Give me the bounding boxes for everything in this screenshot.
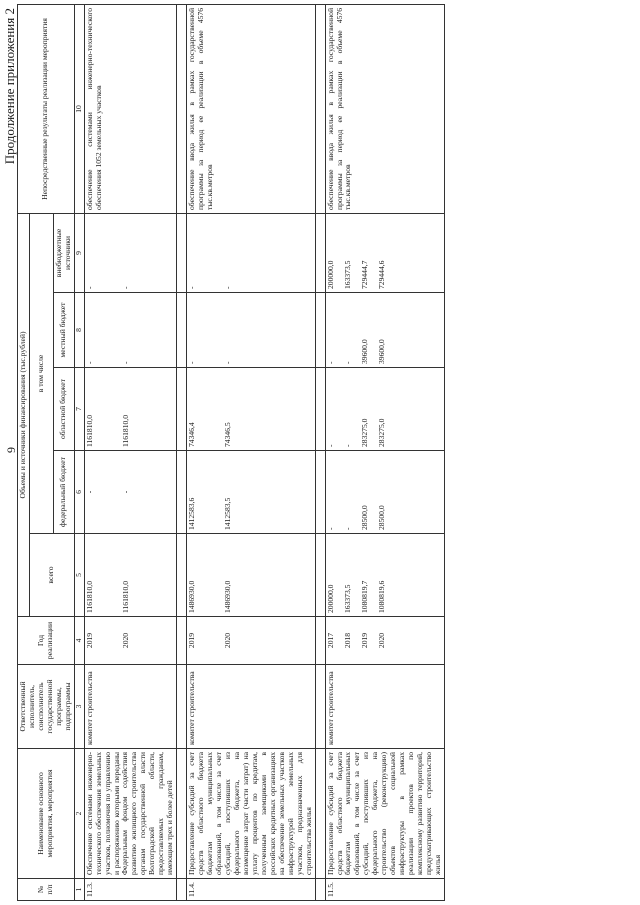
federal-value: - (325, 527, 335, 530)
header-year: Год реализации (18, 617, 75, 665)
year-value: 2020 (223, 632, 233, 649)
extra-value: - (84, 286, 94, 289)
year-value: 2017 (325, 632, 335, 649)
regional-value: - (325, 444, 335, 447)
extra-value: 200000,0 (325, 260, 335, 289)
row-num: 11.5. (325, 879, 444, 901)
local-value: - (342, 361, 352, 364)
row-spacer (315, 4, 325, 900)
regional-value: 1161810,0 (84, 415, 94, 447)
row-result: обеспечение ввода жилья в рамках государственной программы за период ее реализации в объеме 4576 тыс.кв.метров (187, 4, 315, 213)
local-value: - (187, 361, 197, 364)
row-responsible: комитет строительства (187, 665, 315, 749)
row-years (187, 617, 315, 665)
col-number: 8 (74, 293, 84, 368)
page-number: 9 (4, 447, 18, 453)
row-local (325, 293, 444, 368)
regional-value: 74346,4 (187, 422, 197, 447)
row-regional (187, 368, 315, 451)
total-value: 163373,5 (342, 584, 352, 613)
col-number: 7 (74, 368, 84, 451)
total-value: 1080819,6 (376, 580, 386, 613)
header-responsible: Ответственный исполнитель, соисполнитель государственной программы, подпрограммы (18, 665, 75, 749)
col-number: 10 (74, 4, 84, 213)
row-responsible: комитет строительства (325, 665, 444, 749)
row-result: обеспечение системами инженерно-технического обеспечения 1052 земельных участков (84, 4, 177, 213)
total-value: 1486930,0 (223, 580, 233, 613)
federal-value: 1412583,6 (187, 497, 197, 530)
row-name: Предоставление субсидий за счет средств областного бюджета бюджетам муниципальных образований, в том числе за счет субсидий, поступивших из федерального бюджета, на строительство (реконструкцию) объектов социальной инфраструктуры в рамках реализации проектов по комплексному развитию территорий, предусматривающих строительство жилья (325, 749, 444, 879)
regional-value: 74346,5 (223, 422, 233, 447)
local-value: - (325, 361, 335, 364)
row-federal (187, 451, 315, 534)
continuation-heading: Продолжение приложения 2 (2, 8, 17, 165)
row-local (84, 293, 177, 368)
col-number: 3 (74, 665, 84, 749)
col-number: 1 (74, 879, 84, 901)
row-totals (325, 534, 444, 617)
total-value: 200000,0 (325, 584, 335, 613)
federal-value: 1412583,5 (223, 497, 233, 530)
row-totals (84, 534, 177, 617)
row-extra (84, 213, 177, 292)
header-funding: Объемы и источники финансирования (тыс.рублей) (18, 213, 30, 616)
extra-value: 163373,5 (342, 260, 352, 289)
local-value: - (84, 361, 94, 364)
row-result: обеспечение ввода жилья в рамках государственной программы за период ее реализации в объеме 4576 тыс.кв.метров (325, 4, 444, 213)
federal-value: 28500,0 (359, 505, 369, 530)
federal-value: 28500,0 (376, 505, 386, 530)
header-result: Непосредственные результаты реализации мероприятия (18, 4, 75, 213)
local-value: - (120, 361, 130, 364)
table-row (84, 4, 177, 900)
federal-value: - (84, 490, 94, 494)
regional-value: 283275,0 (376, 418, 386, 447)
extra-value: 729444,7 (359, 260, 369, 289)
row-extra (187, 213, 315, 292)
local-value: 39600,0 (359, 339, 369, 364)
header-local: местный бюджет (53, 293, 74, 368)
table-row (187, 4, 315, 900)
row-totals (187, 534, 315, 617)
row-federal (84, 451, 177, 534)
regional-value: 283275,0 (359, 418, 369, 447)
total-value: 1161810,0 (120, 581, 130, 613)
row-num: 11.3. (84, 879, 177, 901)
federal-value: - (120, 490, 130, 494)
row-local (187, 293, 315, 368)
col-number: 6 (74, 451, 84, 534)
year-value: 2019 (84, 632, 94, 649)
col-number: 4 (74, 617, 84, 665)
year-value: 2019 (187, 632, 197, 649)
year-value: 2020 (376, 632, 386, 649)
row-extra (325, 213, 444, 292)
header-total: всего (29, 534, 74, 617)
row-federal (325, 451, 444, 534)
row-name: Обеспечение системами инженерно-технического обеспечения земельных участков, полномочия по управлению и распоряжению которыми переданы Федеральным фондом содействия развитию жилищного строительства органам государственной власти Волгоградской области, предоставляемых гражданам, имеющим трех и более детей (84, 749, 177, 879)
header-num: № п/п (18, 879, 75, 901)
federal-value: - (342, 527, 352, 530)
extra-value: - (223, 286, 233, 289)
year-value: 2019 (359, 632, 369, 649)
header-regional: областной бюджет (53, 368, 74, 451)
local-value: - (223, 361, 233, 364)
header-extra: внебюджетные источники (53, 213, 74, 292)
row-num: 11.4. (187, 879, 315, 901)
row-years (325, 617, 444, 665)
row-regional (84, 368, 177, 451)
row-regional (325, 368, 444, 451)
row-spacer (177, 4, 187, 900)
extra-value: - (187, 286, 197, 289)
year-value: 2020 (120, 632, 130, 649)
header-name: Наименование основного мероприятия, мероприятия (18, 749, 75, 879)
row-years (84, 617, 177, 665)
year-value: 2018 (342, 632, 352, 649)
col-number: 2 (74, 749, 84, 879)
regional-value: - (342, 444, 352, 447)
col-number: 5 (74, 534, 84, 617)
table-row (325, 4, 444, 900)
col-number: 9 (74, 213, 84, 292)
financing-table (17, 4, 445, 901)
extra-value: - (120, 286, 130, 289)
header-federal: федеральный бюджет (53, 451, 74, 534)
row-responsible: комитет строительства (84, 665, 177, 749)
row-name: Предоставление субсидий за счет средств областного бюджета бюджетам муниципальных образований, в том числе за счет субсидий, поступивших из федерального бюджета, на возмещение затрат (части затрат) на уплату процентов по кредитам, полученным заемщиками в российских кредитных организациях на обеспечение земельных участков инфраструктурой земельных участков, предназначенных для строительства жилья (187, 749, 315, 879)
header-including: в том числе (29, 213, 53, 533)
local-value: 39600,0 (376, 339, 386, 364)
total-value: 1080819,7 (359, 580, 369, 613)
regional-value: 1161810,0 (120, 415, 130, 447)
total-value: 1486930,0 (187, 580, 197, 613)
extra-value: 729444,6 (376, 260, 386, 289)
total-value: 1161810,0 (84, 581, 94, 613)
